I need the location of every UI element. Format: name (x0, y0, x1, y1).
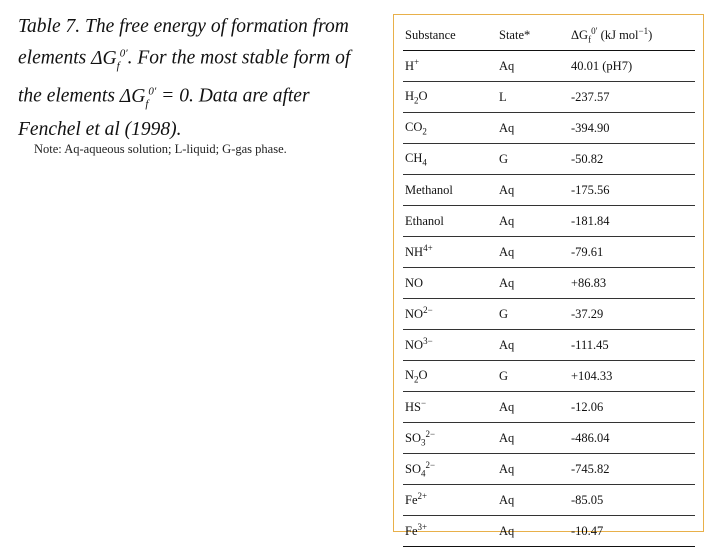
cell-substance: HS− (403, 392, 497, 423)
table-row (403, 454, 695, 485)
cell-state: Aq (497, 268, 569, 299)
cell-value: -237.57 (569, 82, 695, 113)
table-row (403, 175, 695, 206)
cell-state: Aq (497, 392, 569, 423)
cell-state: G (497, 361, 569, 392)
cell-state: Aq (497, 485, 569, 516)
table-row (403, 268, 695, 299)
cell-value: 40.01 (pH7) (569, 51, 695, 82)
cell-value: -37.29 (569, 299, 695, 330)
cell-state: Aq (497, 423, 569, 454)
cell-state: Aq (497, 113, 569, 144)
cell-state: G (497, 144, 569, 175)
cell-substance: NO (403, 268, 497, 299)
table-frame (393, 14, 704, 539)
cell-value: -79.61 (569, 237, 695, 268)
cell-substance: Ethanol (403, 206, 497, 237)
free-energy-table (403, 21, 695, 547)
cell-value: -12.06 (569, 392, 695, 423)
cell-substance: $CH_4$ (403, 144, 497, 175)
cell-substance: H+ (403, 51, 497, 82)
cell-state: Aq (497, 237, 569, 268)
cell-value: -50.82 (569, 144, 695, 175)
cell-substance: $N_2O$ (403, 361, 497, 392)
cell-state: L (497, 82, 569, 113)
cell-substance: $Fe^{3+}$ (403, 516, 497, 547)
header-value: $\Delta G_f^{0'}$ (kJ mol$^{-1}$) (569, 21, 695, 51)
cell-state: G (497, 299, 569, 330)
cell-value: -175.56 (569, 175, 695, 206)
cell-value: +104.33 (569, 361, 695, 392)
table-row (403, 485, 695, 516)
cell-substance: $SO_3^{2-}$ (403, 423, 497, 454)
caption-text-part2: . For the most stable form of the elements (18, 47, 351, 107)
cell-value: -181.84 (569, 206, 695, 237)
cell-substance: Methanol (403, 175, 497, 206)
table-row (403, 423, 695, 454)
table-note: Note: Aq-aqueous solution; L-liquid; G-gas phase. (34, 142, 287, 156)
table-row (403, 299, 695, 330)
table-row (403, 113, 695, 144)
table-caption (18, 14, 373, 143)
table-row (403, 237, 695, 268)
cell-value: -85.05 (569, 485, 695, 516)
cell-substance: $H_2O$ (403, 82, 497, 113)
table-row (403, 330, 695, 361)
cell-value: -745.82 (569, 454, 695, 485)
table-header-row (403, 21, 695, 51)
caption-text-part3: = 0. Data are after Fenchel et al (1998). (18, 85, 310, 140)
table-row (403, 144, 695, 175)
cell-substance: $NH^{4+}$ (403, 237, 497, 268)
cell-value: -10.47 (569, 516, 695, 547)
cell-substance: $NO^{2-}$ (403, 299, 497, 330)
table-row (403, 361, 695, 392)
table-row (403, 392, 695, 423)
cell-substance: $SO_4^{2-}$ (403, 454, 497, 485)
table-row (403, 51, 695, 82)
cell-state: Aq (497, 330, 569, 361)
header-substance: Substance (403, 21, 497, 51)
table-row (403, 82, 695, 113)
cell-value: -394.90 (569, 113, 695, 144)
cell-state: Aq (497, 206, 569, 237)
delta-g-symbol-2: $\Delta G_f^{0'}$ (119, 85, 157, 110)
delta-g-symbol: $\Delta G_f^{0'}$ (91, 47, 128, 72)
caption-text-part1: The free energy of formation from elements (18, 16, 349, 69)
cell-state: Aq (497, 51, 569, 82)
table-row (403, 206, 695, 237)
cell-state: Aq (497, 454, 569, 485)
cell-substance: $NO^{3-}$ (403, 330, 497, 361)
cell-state: Aq (497, 175, 569, 206)
cell-substance: $Fe^{2+}$ (403, 485, 497, 516)
caption-label: Table 7. (18, 16, 81, 37)
cell-value: -486.04 (569, 423, 695, 454)
cell-value: +86.83 (569, 268, 695, 299)
cell-state: Aq (497, 516, 569, 547)
table-row (403, 516, 695, 547)
cell-value: -111.45 (569, 330, 695, 361)
cell-substance: $CO_2$ (403, 113, 497, 144)
header-state: State* (497, 21, 569, 51)
